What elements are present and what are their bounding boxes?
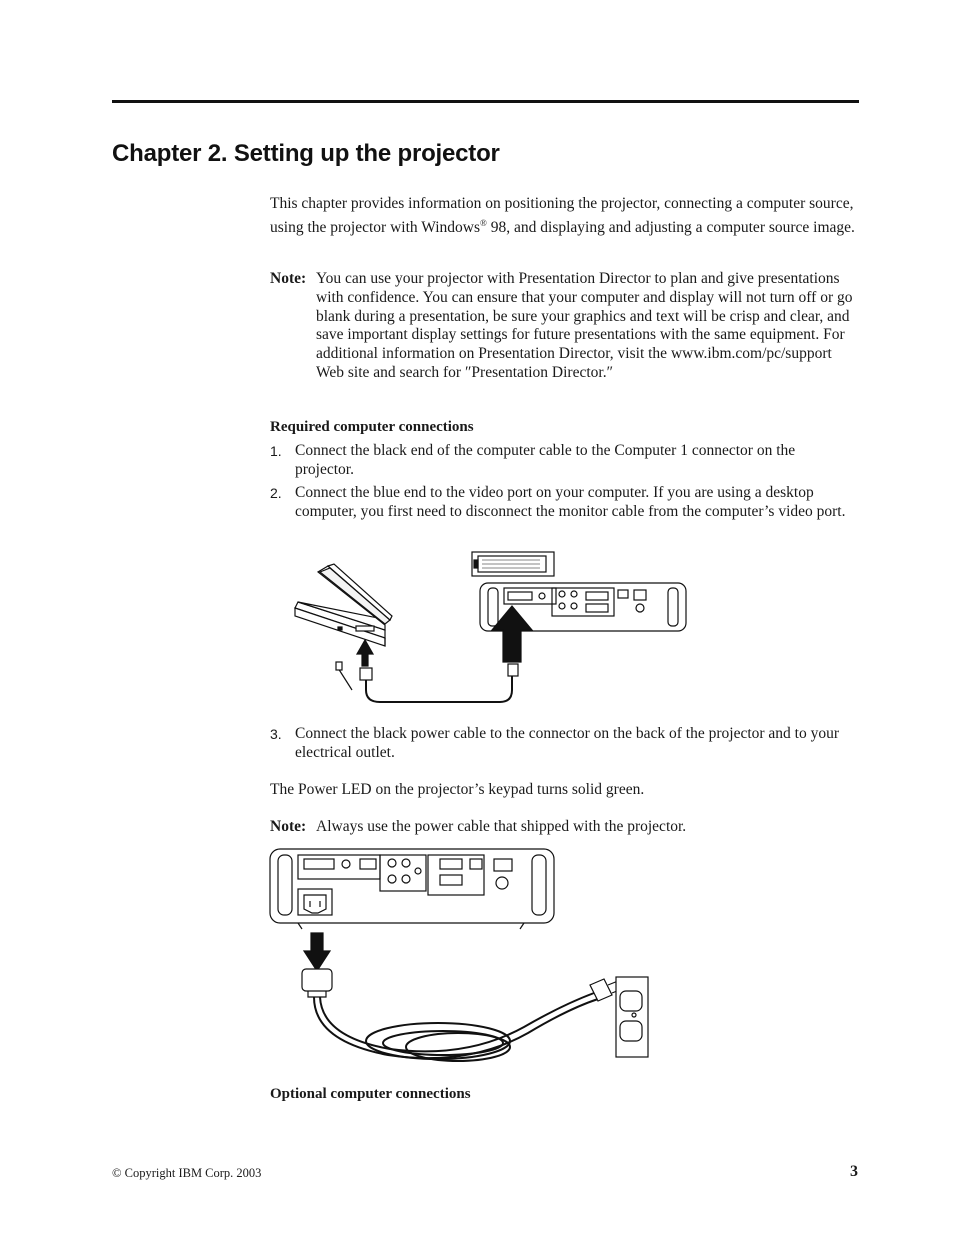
step-1 [270, 442, 850, 480]
note-text: You can use your projector with Presentation Director to plan and give presentations with confidence. You can ensure that your computer and display will not turn off or go blank during a presentation, be sure your graphics and text will be crisp and clear, and save important display settings for future presentations with the same equipment. For additional information on Presentation Director, visit the www.ibm.com/pc/support Web site and search for ″Presentation Director.″ [316, 270, 853, 381]
step-number: 2. [270, 485, 282, 501]
intro-text-2: 98, and displaying and adjusting a computer source image. [486, 218, 855, 236]
registered-mark: ® [480, 217, 487, 228]
electrical-outlet-icon [616, 977, 648, 1057]
power-plug-icon [302, 969, 332, 997]
note-label: Note: [270, 270, 307, 287]
computer-connection-illustration [290, 550, 690, 715]
up-arrow-icon [357, 640, 373, 666]
step-number: 1. [270, 443, 282, 459]
down-arrow-icon [304, 933, 330, 971]
power-led-text: The Power LED on the projector’s keypad turns solid green. [270, 781, 645, 798]
intro-paragraph [270, 195, 860, 238]
laptop-icon [295, 564, 392, 646]
note-presentation-director [270, 270, 860, 383]
chapter-rule [112, 100, 859, 103]
power-cable-illustration [268, 845, 658, 1070]
step-2 [270, 484, 850, 522]
power-cable-coil [314, 993, 598, 1061]
chapter-title: Chapter 2. Setting up the projector [112, 140, 500, 167]
note-power-cable [270, 818, 860, 837]
step-3 [270, 725, 850, 763]
video-port-detail [472, 552, 554, 576]
power-inlet-icon [298, 889, 332, 915]
required-connections-heading: Required computer connections [270, 419, 474, 435]
step-text: Connect the black power cable to the connector on the back of the projector and to your electrical outlet. [295, 725, 840, 761]
copyright-footer: © Copyright IBM Corp. 2003 [112, 1166, 262, 1180]
projector-rear-panel [270, 849, 554, 929]
step-text: Connect the black end of the computer cable to the Computer 1 connector on the projector. [295, 442, 796, 478]
note-text: Always use the power cable that shipped with the projector. [316, 818, 687, 835]
step-number: 3. [270, 726, 282, 742]
step-text: Connect the blue end to the video port on your computer. If you are using a desktop computer, you first need to disconnect the monitor cable from the computer’s video port. [295, 484, 846, 520]
note-label: Note: [270, 818, 307, 835]
page-number: 3 [850, 1163, 858, 1180]
optional-connections-heading: Optional computer connections [270, 1086, 471, 1102]
intro-text-1: This chapter provides information on positioning the projector, connecting a computer source, using the projector with Windows [270, 195, 854, 236]
